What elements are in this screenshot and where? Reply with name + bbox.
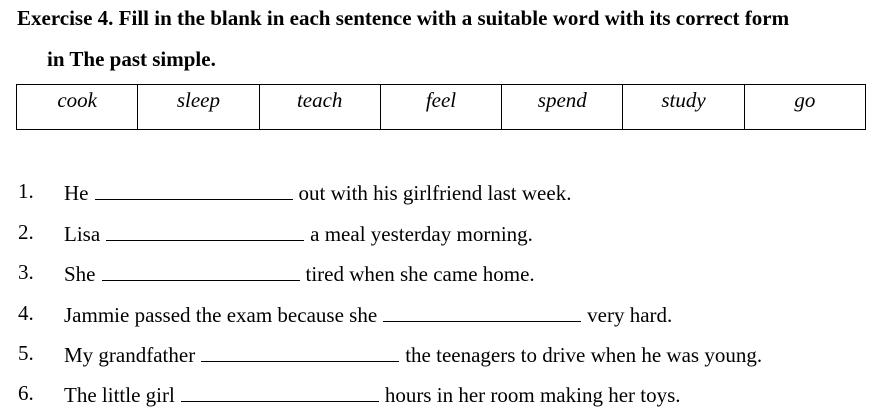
- item-number: 6.: [18, 381, 34, 405]
- sentence-end: a meal yesterday morning.: [310, 222, 533, 246]
- word-bank-word: go: [744, 85, 865, 130]
- exercise-title: Exercise 4. Fill in the blank in each sentence with a suitable word with its correct form: [17, 6, 790, 30]
- item-sentence: [64, 219, 533, 247]
- sentence-start: My grandfather: [64, 343, 196, 367]
- word-bank-row: [17, 85, 866, 130]
- word-bank-word: study: [623, 85, 744, 130]
- answer-blank[interactable]: [201, 340, 399, 362]
- exercise-title-continued: in The past simple.: [47, 47, 216, 71]
- answer-blank[interactable]: [106, 219, 304, 241]
- item-number: 2.: [18, 220, 34, 244]
- item-sentence: [64, 340, 762, 368]
- sentence-end: very hard.: [587, 303, 673, 327]
- word-bank-word: teach: [259, 85, 380, 130]
- word-bank-word: cook: [17, 85, 138, 130]
- word-bank-word: sleep: [138, 85, 259, 130]
- sentence-start: Jammie passed the exam because she: [64, 303, 378, 327]
- sentence-start: The little girl: [64, 383, 175, 407]
- item-number: 1.: [18, 179, 34, 203]
- item-sentence: [64, 259, 535, 287]
- sentence-end: hours in her room making her toys.: [384, 383, 681, 407]
- sentence-start: He: [64, 181, 89, 205]
- word-bank-word: feel: [380, 85, 501, 130]
- answer-blank[interactable]: [95, 178, 293, 200]
- item-sentence: [64, 178, 571, 206]
- item-sentence: [64, 380, 681, 408]
- sentence-end: tired when she came home.: [305, 262, 535, 286]
- sentence-end: out with his girlfriend last week.: [298, 181, 572, 205]
- item-number: 5.: [18, 341, 34, 365]
- word-bank-table: [16, 84, 866, 130]
- sentence-end: the teenagers to drive when he was young.: [405, 343, 763, 367]
- answer-blank[interactable]: [102, 259, 300, 281]
- word-bank-word: spend: [502, 85, 623, 130]
- item-number: 4.: [18, 301, 34, 325]
- sentence-start: Lisa: [64, 222, 101, 246]
- item-sentence: [64, 300, 672, 328]
- answer-blank[interactable]: [181, 380, 379, 402]
- sentence-start: She: [64, 262, 96, 286]
- item-number: 3.: [18, 260, 34, 284]
- answer-blank[interactable]: [383, 300, 581, 322]
